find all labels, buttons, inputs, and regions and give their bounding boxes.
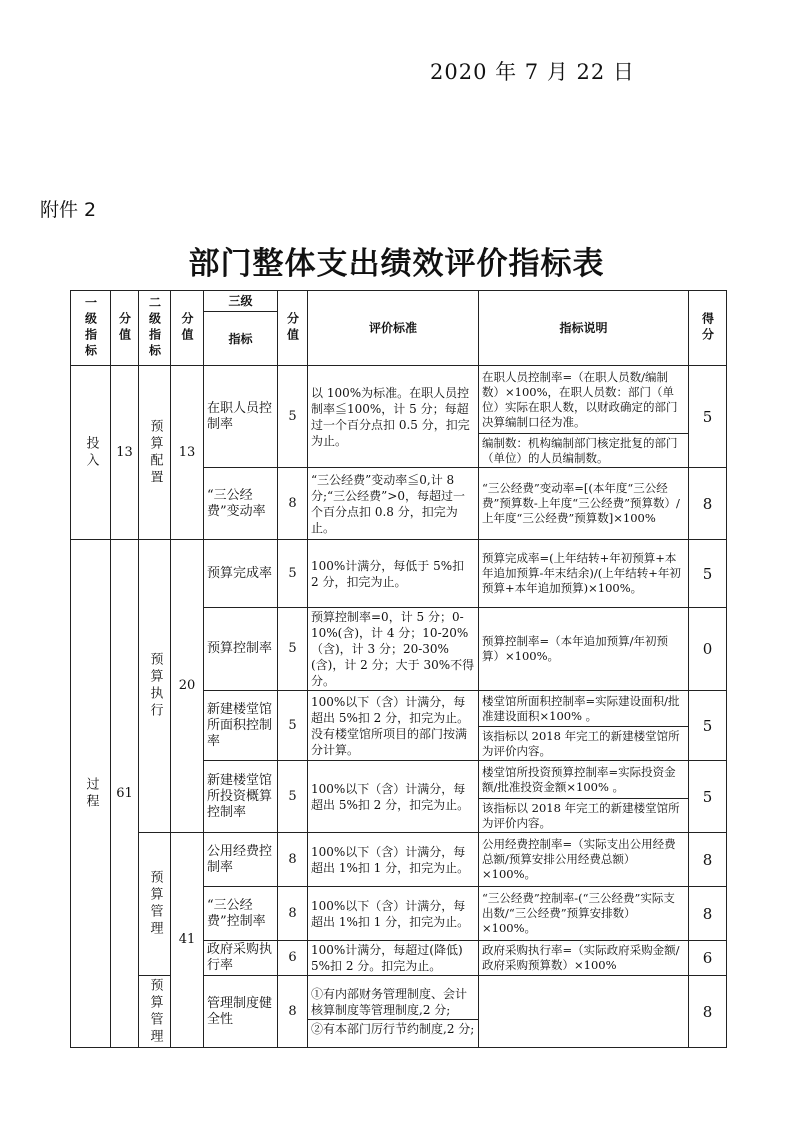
page-title: 部门整体支出绩效评价指标表 (188, 246, 605, 282)
l3-score: 6 (278, 941, 308, 976)
header-indicator: 指标 (204, 312, 278, 366)
explanation-cell: 政府采购执行率=（实际政府采购金额/政府采购预算数）×100% (479, 941, 689, 976)
l1-input-score: 13 (111, 366, 139, 540)
explanation-cell: 楼堂馆所面积控制率=实际建设面积/批准建设面积×100% 。 (479, 691, 689, 727)
got-score: 8 (689, 976, 727, 1048)
explanation-cell: 该指标以 2018 年完工的新建楼堂馆所为评价内容。 (479, 727, 689, 761)
criteria-cell: “三公经费”变动率≦0,计 8 分;“三公经费”>0，每超过一个百分点扣 0.8 分，扣完为止。 (308, 468, 479, 540)
header-l3: 三级 (204, 291, 278, 312)
header-l1: 一级指标 (71, 291, 111, 366)
l2-budget-allocation: 预算配置 (139, 366, 171, 540)
criteria-cell: 100%以下（含）计满分，每超出 5%扣 2 分，扣完为止。 (308, 761, 479, 833)
l3-indicator: “三公经费”控制率 (204, 887, 278, 941)
criteria-cell: 预算控制率=0，计 5 分；0-10%(含)，计 4 分；10-20%（含)，计 3 分；20-30%(含)，计 2 分；大于 30%不得分。 (308, 608, 479, 691)
l3-score: 5 (278, 540, 308, 608)
criteria-cell: 100%以下（含）计满分，每超出 1%扣 1 分，扣完为止。 (308, 887, 479, 941)
l2-budget-allocation-score: 13 (171, 366, 204, 540)
l3-score: 5 (278, 608, 308, 691)
criteria-item: ②有本部门厉行节约制度,2 分; (311, 1022, 475, 1036)
header-l3-score: 分值 (278, 291, 308, 366)
l2-budget-execution-score: 20 (171, 540, 204, 833)
l2-budget-execution: 预算执行 (139, 540, 171, 833)
got-score: 5 (689, 540, 727, 608)
header-row-top (71, 291, 727, 312)
l3-score: 5 (278, 691, 308, 761)
l3-score: 8 (278, 833, 308, 887)
got-score: 0 (689, 608, 727, 691)
explanation-cell: “三公经费”变动率=[(本年度“三公经费”预算数-上年度“三公经费”预算数）/上年度“三公经费”预算数]×100% (479, 468, 689, 540)
header-l2-score: 分值 (171, 291, 204, 366)
l3-score: 5 (278, 761, 308, 833)
header-criteria: 评价标准 (308, 291, 479, 366)
explanation-cell (479, 976, 689, 1048)
l3-indicator: 预算完成率 (204, 540, 278, 608)
l3-indicator: 政府采购执行率 (204, 941, 278, 976)
l3-score: 5 (278, 366, 308, 468)
criteria-cell: 100%以下（含）计满分，每超出 5%扣 2 分，扣完为止。没有楼堂馆所项目的部门按满分计算。 (308, 691, 479, 761)
criteria-cell: 100%以下（含）计满分，每超出 1%扣 1 分，扣完为止。 (308, 833, 479, 887)
got-score: 8 (689, 887, 727, 941)
l3-indicator: 预算控制率 (204, 608, 278, 691)
criteria-cell: 100%计满分，每超过(降低) 5%扣 2 分。扣完为止。 (308, 941, 479, 976)
table-row (71, 833, 727, 887)
l2-budget-management: 预算管理 (139, 833, 171, 976)
explanation-cell: 预算完成率=(上年结转+年初预算+本年追加预算-年末结余)/(上年结转+年初预算+本年追加预算)×100%。 (479, 540, 689, 608)
explanation-cell: “三公经费”控制率-(“三公经费”实际支出数/“三公经费”预算安排数）×100%。 (479, 887, 689, 941)
l3-indicator: 新建楼堂馆所投资概算控制率 (204, 761, 278, 833)
got-score: 5 (689, 691, 727, 761)
criteria-cell: 以 100%为标准。在职人员控制率≦100%，计 5 分；每超过一个百分点扣 0.5 分，扣完为止。 (308, 366, 479, 468)
got-score: 8 (689, 833, 727, 887)
header-l2: 二级指标 (139, 291, 171, 366)
l1-process-score: 61 (111, 540, 139, 1048)
header-explanation: 指标说明 (479, 291, 689, 366)
table-row (71, 366, 727, 434)
l3-indicator: “三公经费”变动率 (204, 468, 278, 540)
l2-budget-management-continued: 预算管理 (139, 976, 171, 1048)
explanation-cell: 楼堂馆所投资预算控制率=实际投资金额/批准投资金额×100% 。 (479, 761, 689, 799)
l3-score: 8 (278, 468, 308, 540)
explanation-cell: 该指标以 2018 年完工的新建楼堂馆所为评价内容。 (479, 799, 689, 833)
table-row (71, 540, 727, 608)
l3-indicator: 新建楼堂馆所面积控制率 (204, 691, 278, 761)
explanation-cell: 编制数：机构编制部门核定批复的部门（单位）的人员编制数。 (479, 434, 689, 468)
l1-process: 过程 (71, 540, 111, 1048)
l1-input: 投入 (71, 366, 111, 540)
criteria-item: ①有内部财务管理制度、会计核算制度等管理制度,2 分; (308, 985, 478, 1020)
header-got: 得分 (689, 291, 727, 366)
got-score: 6 (689, 941, 727, 976)
got-score: 5 (689, 761, 727, 833)
attachment-label: 附件 2 (40, 199, 97, 221)
explanation-cell: 在职人员控制率=（在职人员数/编制数）×100%，在职人员数：部门（单位）实际在职人数，以财政确定的部门决算编制口径为准。 (479, 366, 689, 434)
l3-indicator: 公用经费控制率 (204, 833, 278, 887)
l3-score: 8 (278, 976, 308, 1048)
criteria-cell (308, 976, 479, 1048)
l3-indicator: 在职人员控制率 (204, 366, 278, 468)
l2-budget-management-score: 41 (171, 833, 204, 1048)
indicator-table (70, 290, 727, 1048)
got-score: 8 (689, 468, 727, 540)
document-date: 2020 年 7 月 22 日 (430, 60, 635, 84)
criteria-cell: 100%计满分，每低于 5%扣 2 分，扣完为止。 (308, 540, 479, 608)
l3-indicator: 管理制度健全性 (204, 976, 278, 1048)
header-l1-score: 分值 (111, 291, 139, 366)
l3-score: 8 (278, 887, 308, 941)
table-row (71, 976, 727, 1048)
got-score: 5 (689, 366, 727, 468)
explanation-cell: 公用经费控制率=（实际支出公用经费总额/预算安排公用经费总额）×100%。 (479, 833, 689, 887)
explanation-cell: 预算控制率=（本年追加预算/年初预算）×100%。 (479, 608, 689, 691)
